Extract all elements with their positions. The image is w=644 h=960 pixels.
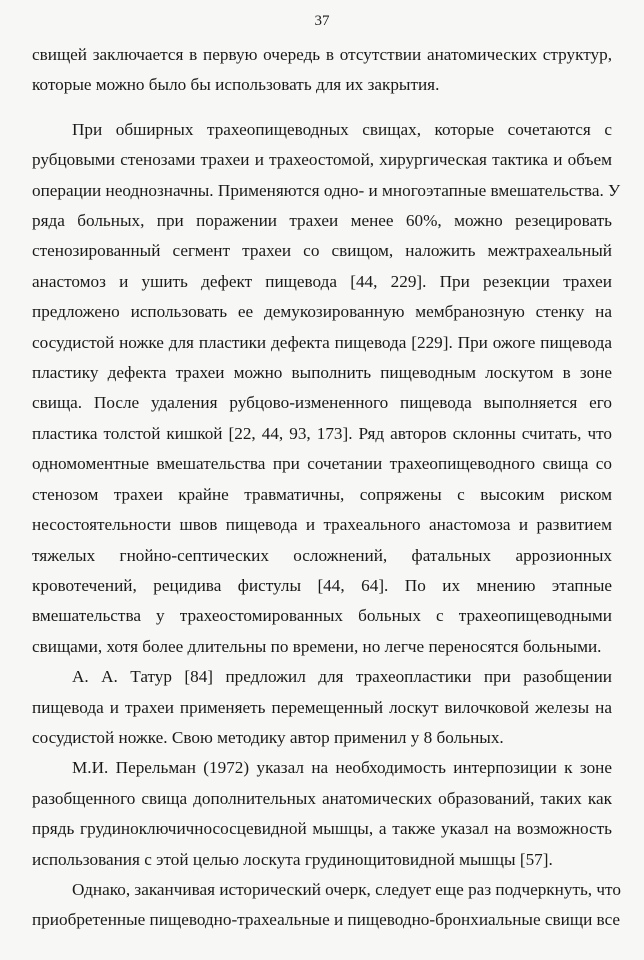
body-text (32, 40, 621, 936)
text-line: рубцовыми стенозами трахеи и трахеостомой, хирургическая тактика и объем (32, 150, 612, 170)
paragraph (32, 875, 621, 936)
text-line: предложено использовать ее демукозированную мембранозную стенку на (32, 302, 612, 322)
text-line: свищами, хотя более длительны по времени, но легче переносятся больными. (32, 636, 602, 656)
paragraph (32, 753, 612, 875)
text-line: операции неоднозначны. Применяются одно- и многоэтапные вмешательства. У (32, 180, 621, 200)
paragraph (32, 115, 621, 662)
text-line: использования с этой целью лоскута грудинощитовидной мышцы [57]. (32, 849, 553, 869)
text-line: несостоятельности швов пищевода и трахеального анастомоза и развитием (32, 515, 612, 535)
text-line: пластика толстой кишкой [22, 44, 93, 173]. Ряд авторов склонны считать, что (32, 423, 612, 443)
text-line: свища. После удаления рубцово-измененного пищевода выполняется его (32, 393, 612, 413)
text-line: А. А. Татур [84] предложил для трахеопластики при разобщении (72, 667, 612, 687)
text-line: прядь грудиноключичнососцевидной мышцы, а также указал на возможность (32, 819, 612, 839)
text-line: одномоментные вмешательства при сочетании трахеопищеводного свища со (32, 454, 612, 474)
text-line: При обширных трахеопищеводных свищах, которые сочетаются с (72, 119, 612, 139)
text-line: вмешательства у трахеостомированных больных с трахеопищеводными (32, 606, 612, 626)
text-line: анастомоз и ушить дефект пищевода [44, 229]. При резекции трахеи (32, 271, 612, 291)
text-line: пищевода и трахеи применяеть перемещенный лоскут вилочковой железы на (32, 697, 612, 717)
text-line: приобретенные пищеводно-трахеальные и пищеводно-бронхиальные свищи все (32, 910, 621, 930)
text-line: тяжелых гнойно-септических осложнений, фатальных аррозионных (32, 545, 612, 565)
text-line: кровотечений, рецидива фистулы [44, 64]. По их мнению этапные (32, 575, 612, 595)
text-line: М.И. Перельман (1972) указал на необходимость интерпозиции к зоне (72, 758, 612, 778)
text-line: Однако, заканчивая исторический очерк, следует еще раз подчеркнуть, что (72, 879, 621, 899)
paragraph (32, 40, 612, 101)
text-line: разобщенного свища дополнительных анатомических образований, таких как (32, 788, 612, 808)
text-line: сосудистой ножке для пластики дефекта пищевода [229]. При ожоге пищевода (32, 332, 612, 352)
paragraph (32, 662, 612, 753)
text-line: ряда больных, при поражении трахеи менее 60%, можно резецировать (32, 211, 612, 231)
text-line: стенозированный сегмент трахеи со свищом, наложить межтрахеальный (32, 241, 612, 261)
text-line: которые можно было бы использовать для их закрытия. (32, 75, 440, 95)
page-number: 37 (314, 13, 330, 29)
text-line: свищей заключается в первую очередь в отсутствии анатомических структур, (32, 45, 612, 64)
text-line: пластику дефекта трахеи можно выполнить пищеводным лоскутом в зоне (32, 363, 612, 383)
paragraph-gap (32, 101, 612, 115)
text-line: стенозом трахеи крайне травматичны, сопряжены с высоким риском (32, 484, 612, 504)
text-line: сосудистой ножке. Свою методику автор применил у 8 больных. (32, 727, 504, 747)
